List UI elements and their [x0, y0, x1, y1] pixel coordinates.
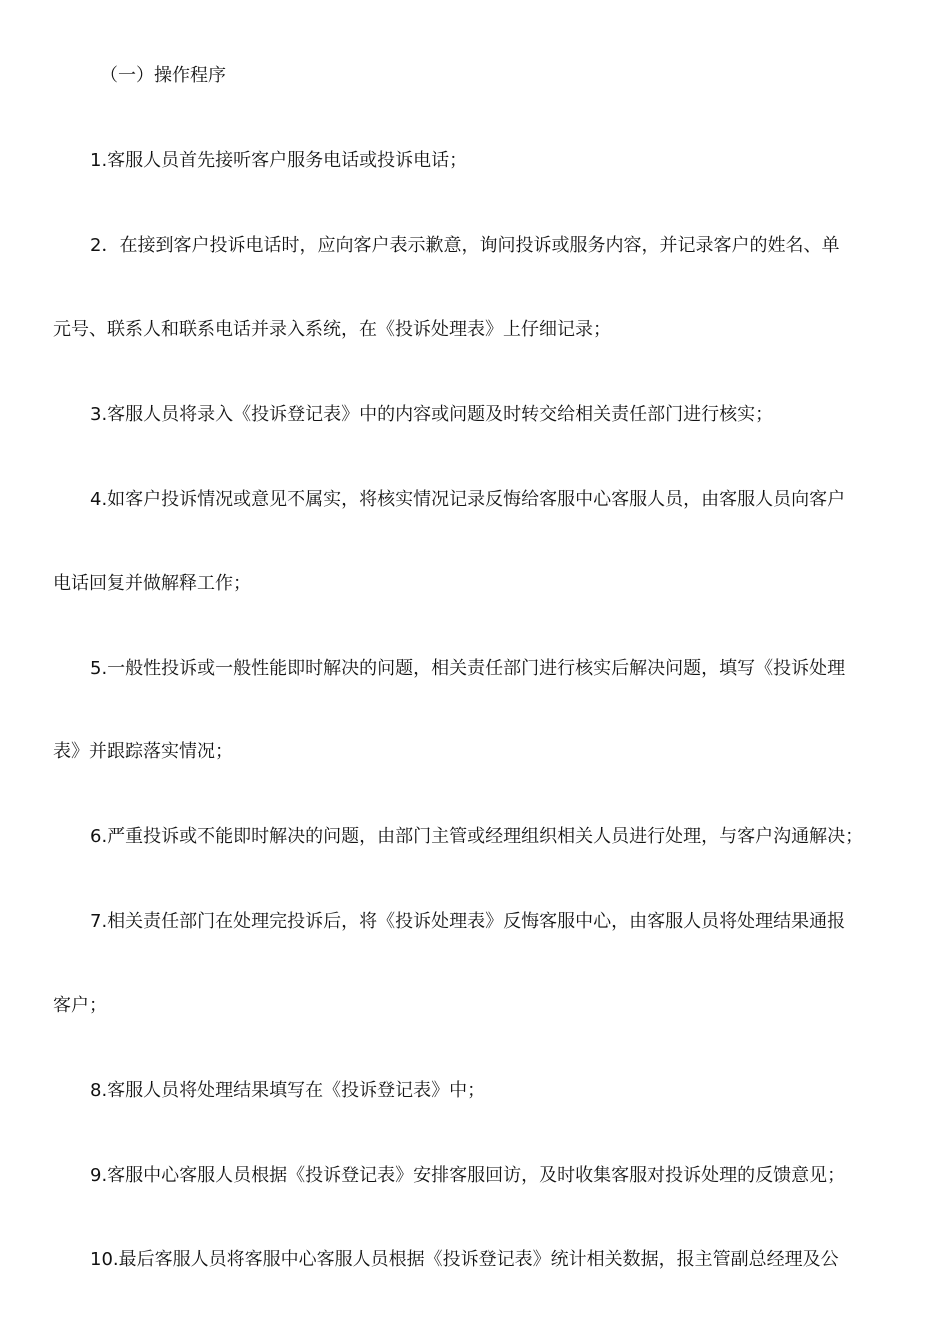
paragraph-line: 3.客服人员将录入《投诉登记表》中的内容或问题及时转交给相关责任部门进行核实； — [90, 404, 774, 425]
paragraph-line: 6.严重投诉或不能即时解决的问题，由部门主管或经理组织相关人员进行处理，与客户沟通解决； — [90, 826, 864, 847]
section-heading: （一）操作程序 — [100, 65, 226, 86]
paragraph-line: 1.客服人员首先接听客户服务电话或投诉电话； — [90, 150, 468, 171]
paragraph-line: 元号、联系人和联系电话并录入系统，在《投诉处理表》上仔细记录； — [53, 319, 611, 340]
paragraph-line: 5.一般性投诉或一般性能即时解决的问题，相关责任部门进行核实后解决问题，填写《投诉处理 — [90, 658, 846, 679]
paragraph-line: 9.客服中心客服人员根据《投诉登记表》安排客服回访，及时收集客服对投诉处理的反馈意见； — [90, 1165, 846, 1186]
paragraph-line: 客户； — [53, 995, 107, 1016]
paragraph-line: 2．在接到客户投诉电话时，应向客户表示歉意，询问投诉或服务内容，并记录客户的姓名、单 — [90, 235, 840, 256]
paragraph-line: 10.最后客服人员将客服中心客服人员根据《投诉登记表》统计相关数据，报主管副总经理及公 — [90, 1249, 839, 1270]
paragraph-line: 7.相关责任部门在处理完投诉后，将《投诉处理表》反悔客服中心，由客服人员将处理结果通报 — [90, 911, 846, 932]
paragraph-line: 电话回复并做解释工作； — [53, 573, 251, 594]
paragraph-line: 表》并跟踪落实情况； — [53, 741, 233, 762]
paragraph-line: 8.客服人员将处理结果填写在《投诉登记表》中； — [90, 1080, 486, 1101]
paragraph-line: 4.如客户投诉情况或意见不属实，将核实情况记录反悔给客服中心客服人员，由客服人员向客户 — [90, 489, 846, 510]
